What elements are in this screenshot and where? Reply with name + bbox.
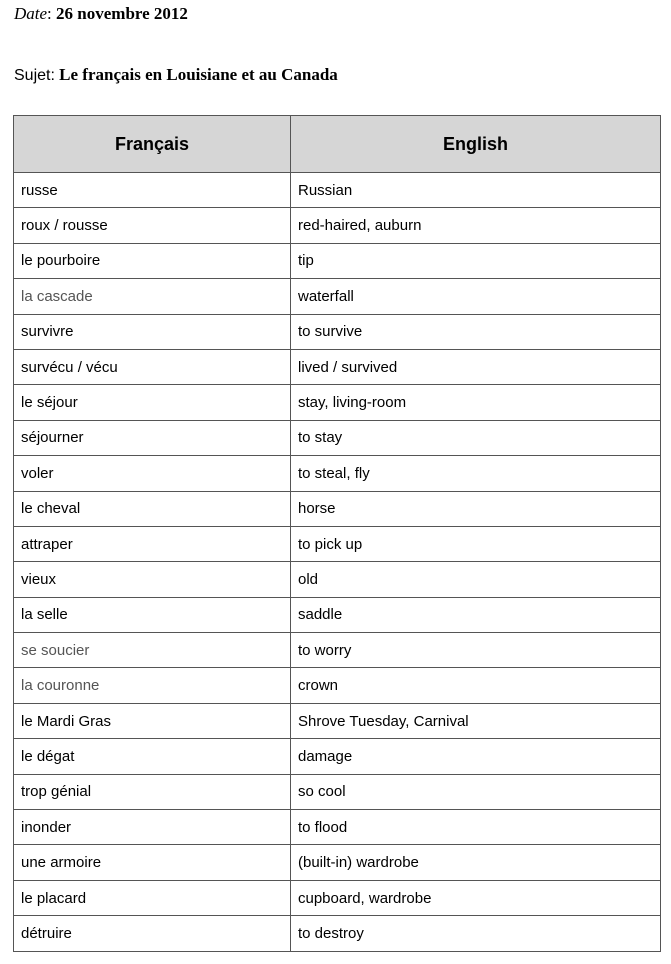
english-term: so cool <box>291 774 661 809</box>
table-header-row <box>14 116 661 173</box>
french-term: la cascade <box>14 279 291 314</box>
french-term: voler <box>14 456 291 491</box>
french-term: inonder <box>14 810 291 845</box>
table-row <box>14 774 661 809</box>
date-label: Date <box>14 4 48 23</box>
french-term: le placard <box>14 880 291 915</box>
english-term: (built-in) wardrobe <box>291 845 661 880</box>
english-term: lived / survived <box>291 349 661 384</box>
english-term: to survive <box>291 314 661 349</box>
english-term: horse <box>291 491 661 526</box>
subject-label: Sujet: <box>14 67 55 84</box>
table-row <box>14 491 661 526</box>
french-term: roux / rousse <box>14 208 291 243</box>
table-row <box>14 385 661 420</box>
english-term: to pick up <box>291 526 661 561</box>
english-term: damage <box>291 739 661 774</box>
english-term: to stay <box>291 420 661 455</box>
french-term: le Mardi Gras <box>14 703 291 738</box>
english-term: to worry <box>291 633 661 668</box>
table-row <box>14 810 661 845</box>
table-row <box>14 668 661 703</box>
french-term: attraper <box>14 526 291 561</box>
table-row <box>14 314 661 349</box>
vocabulary-table <box>13 115 661 952</box>
english-term: waterfall <box>291 279 661 314</box>
french-term: se soucier <box>14 633 291 668</box>
french-term: russe <box>14 173 291 208</box>
subject-line <box>14 65 338 85</box>
table-row <box>14 880 661 915</box>
table-row <box>14 526 661 561</box>
english-term: to flood <box>291 810 661 845</box>
french-term: survécu / vécu <box>14 349 291 384</box>
table-row <box>14 349 661 384</box>
french-term: survivre <box>14 314 291 349</box>
french-term: le pourboire <box>14 243 291 278</box>
table-row <box>14 456 661 491</box>
english-term: crown <box>291 668 661 703</box>
english-term: tip <box>291 243 661 278</box>
table-row <box>14 845 661 880</box>
french-term: trop génial <box>14 774 291 809</box>
date-value: 26 novembre 2012 <box>56 4 188 23</box>
english-term: Russian <box>291 173 661 208</box>
french-term: séjourner <box>14 420 291 455</box>
table-row <box>14 597 661 632</box>
french-term: une armoire <box>14 845 291 880</box>
table-row <box>14 279 661 314</box>
english-term: saddle <box>291 597 661 632</box>
french-term: le dégat <box>14 739 291 774</box>
french-term: le séjour <box>14 385 291 420</box>
table-row <box>14 208 661 243</box>
english-term: to destroy <box>291 916 661 951</box>
english-term: old <box>291 562 661 597</box>
english-term: red-haired, auburn <box>291 208 661 243</box>
table-row <box>14 243 661 278</box>
french-term: détruire <box>14 916 291 951</box>
table-row <box>14 739 661 774</box>
column-header-french: Français <box>14 116 291 173</box>
english-term: Shrove Tuesday, Carnival <box>291 703 661 738</box>
table-row <box>14 173 661 208</box>
french-term: vieux <box>14 562 291 597</box>
table-row <box>14 562 661 597</box>
table-row <box>14 633 661 668</box>
french-term: la selle <box>14 597 291 632</box>
subject-value: Le français en Louisiane et au Canada <box>59 65 338 84</box>
table-row <box>14 916 661 951</box>
table-row <box>14 420 661 455</box>
english-term: stay, living-room <box>291 385 661 420</box>
date-line: Date: 26 novembre 2012 <box>14 4 188 23</box>
english-term: to steal, fly <box>291 456 661 491</box>
english-term: cupboard, wardrobe <box>291 880 661 915</box>
french-term: la couronne <box>14 668 291 703</box>
table-row <box>14 703 661 738</box>
column-header-english: English <box>291 116 661 173</box>
french-term: le cheval <box>14 491 291 526</box>
